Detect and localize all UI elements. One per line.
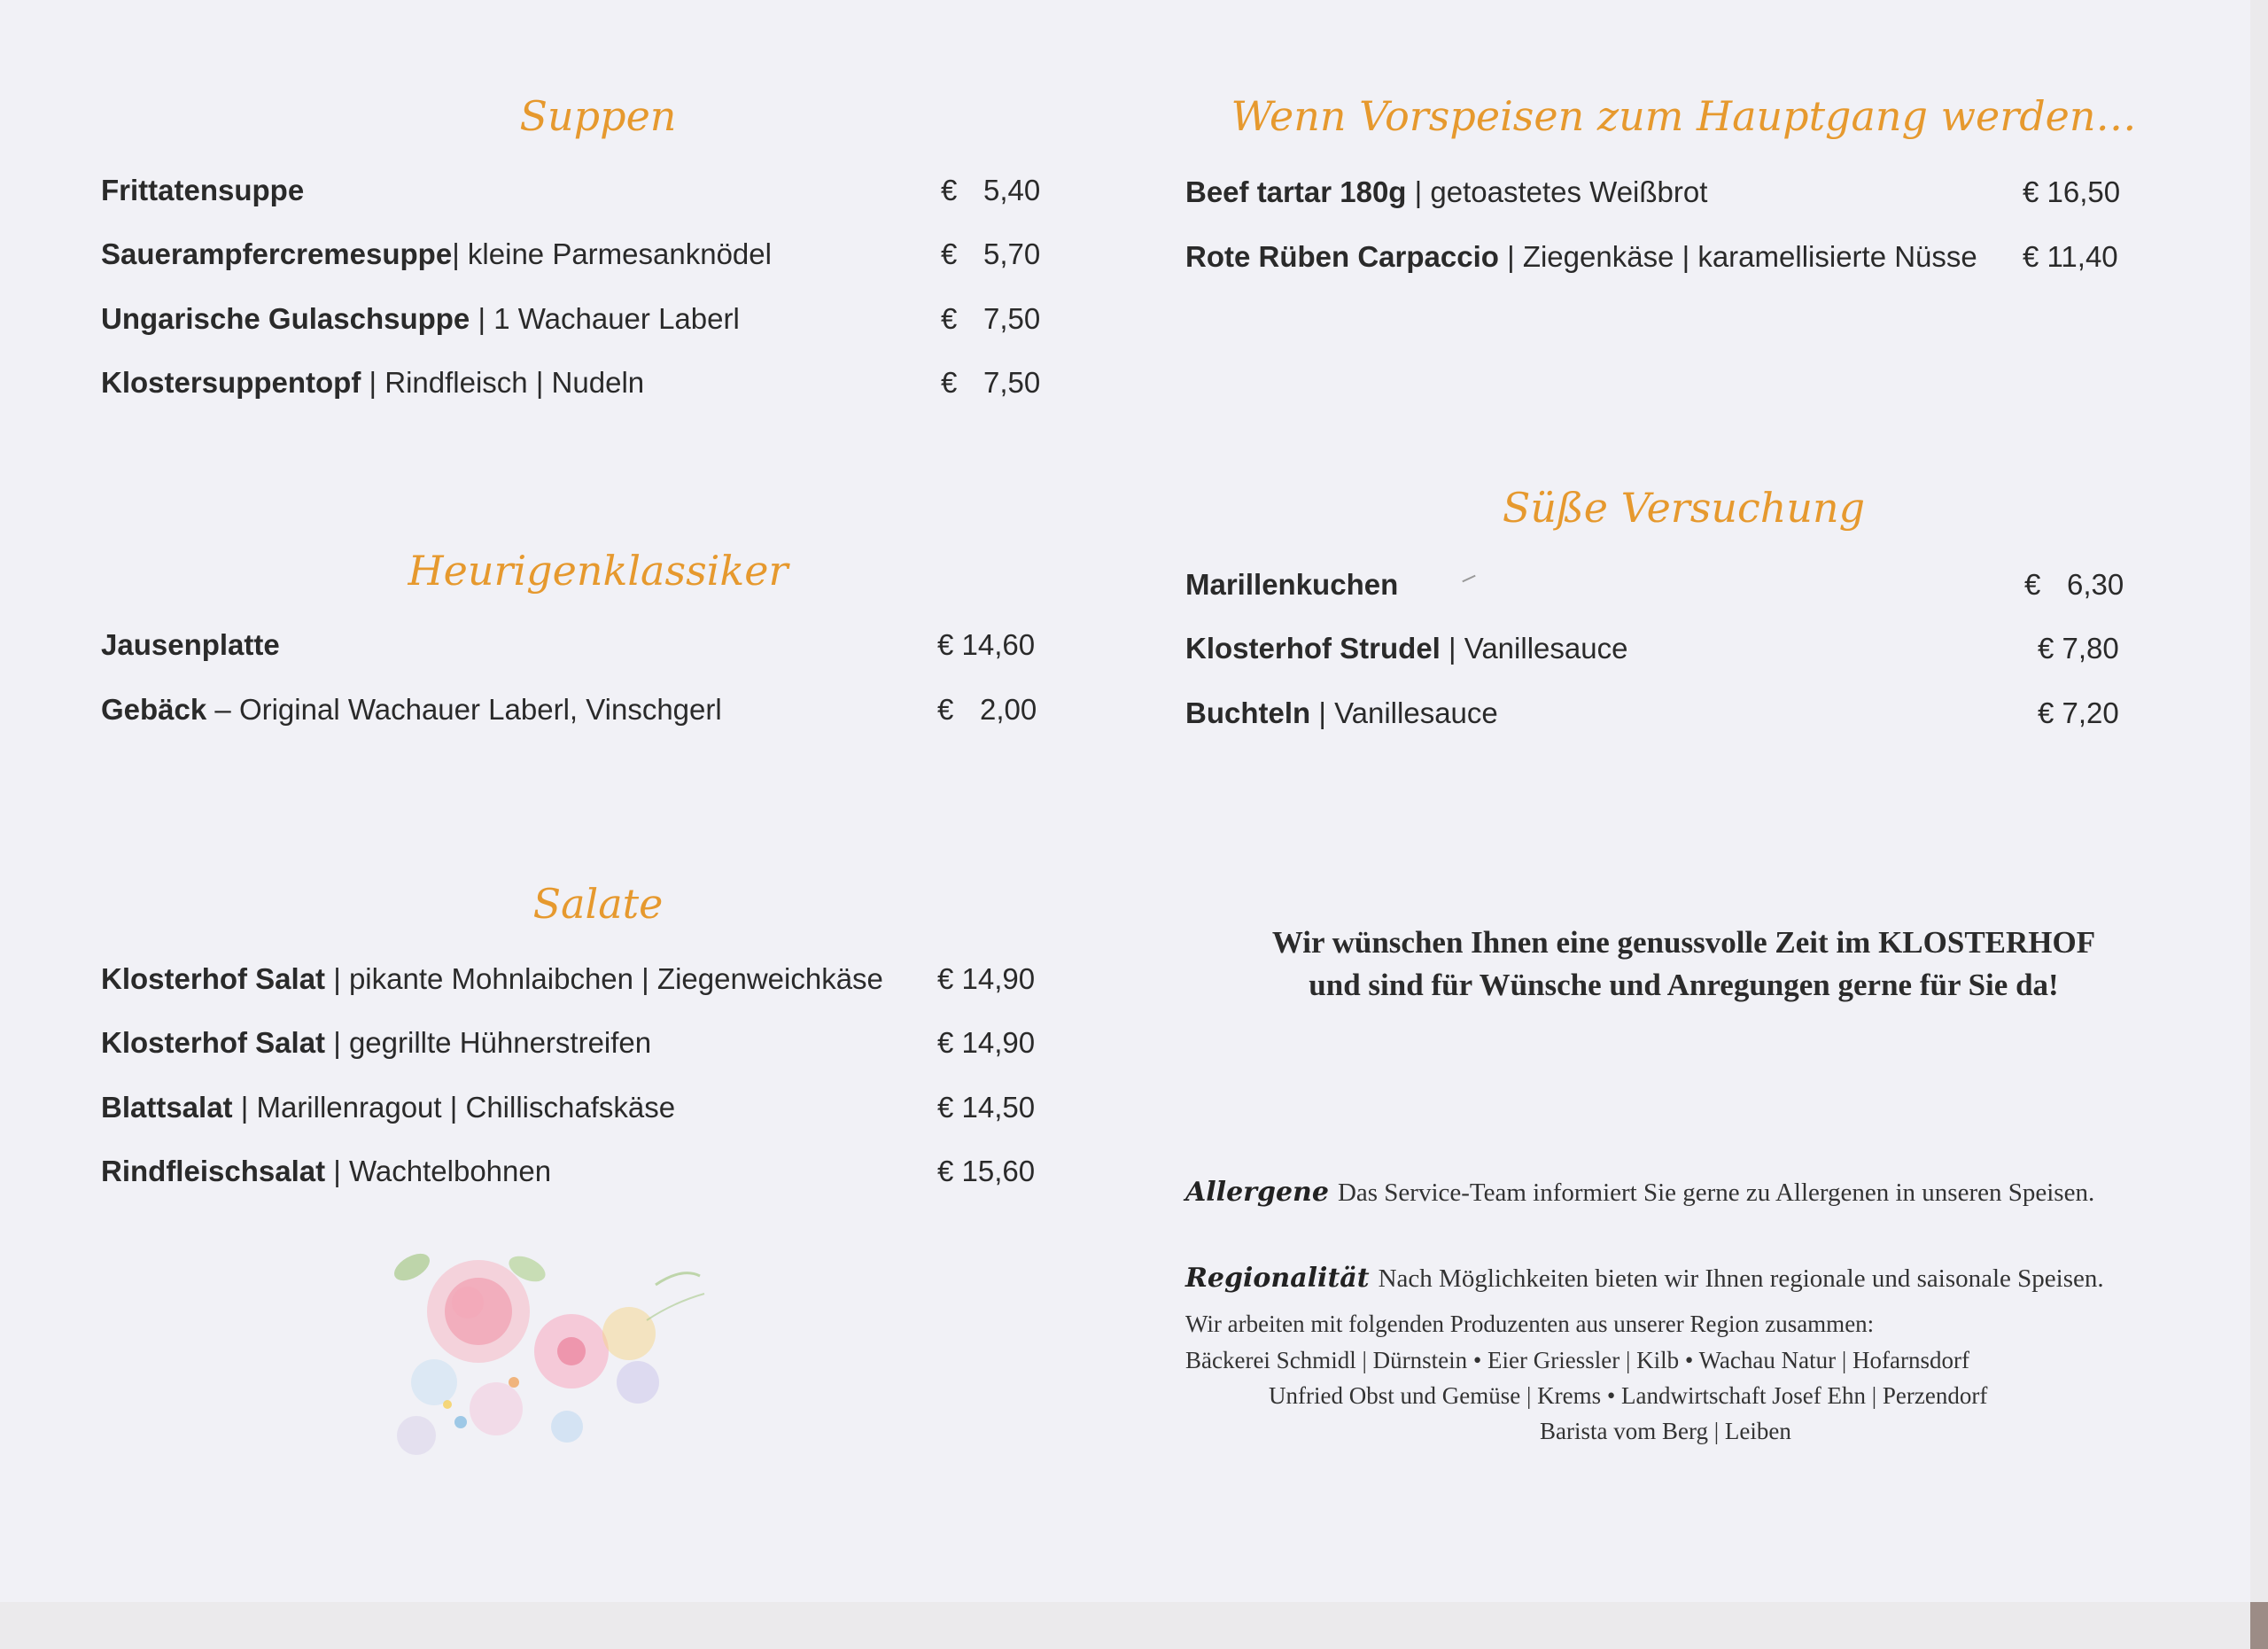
menu-item <box>101 174 304 207</box>
menu-item <box>1185 568 1398 602</box>
producers-line: Barista vom Berg | Leiben <box>1540 1418 1791 1444</box>
menu-item <box>101 962 883 996</box>
item-name: Marillenkuchen <box>1185 568 1399 601</box>
currency-symbol: € <box>2023 240 2039 273</box>
currency-symbol: € <box>941 302 958 335</box>
item-desc: | Vanillesauce <box>1440 632 1628 665</box>
item-price <box>2023 240 2118 274</box>
regionalitaet-label: Regionalität <box>1185 1263 1370 1294</box>
item-desc: | gegrillte Hühnerstreifen <box>325 1026 652 1059</box>
currency-symbol: € <box>937 1091 954 1124</box>
item-price <box>937 628 1035 662</box>
menu-item <box>1185 632 1627 665</box>
currency-symbol: € <box>937 1026 954 1059</box>
price-value: 11,40 <box>2047 240 2118 273</box>
menu-item <box>101 1091 675 1124</box>
currency-symbol: € <box>937 1155 954 1187</box>
item-name: Beef tartar 180g <box>1185 175 1407 208</box>
item-desc: | Wachtelbohnen <box>325 1155 552 1187</box>
item-desc: – Original Wachauer Laberl, Vinschgerl <box>206 693 722 726</box>
price-value: 14,90 <box>961 1026 1036 1059</box>
price-value: 7,50 <box>983 366 1041 399</box>
item-name: Jausenplatte <box>101 628 280 661</box>
item-name: Klostersuppentopf <box>101 366 361 399</box>
item-desc: | Ziegenkäse | karamellisierte Nüsse <box>1498 240 1977 273</box>
menu-item <box>101 628 280 662</box>
currency-symbol: € <box>2038 632 2054 665</box>
item-price <box>941 302 1040 336</box>
item-price <box>2038 632 2119 665</box>
allergene-label: Allergene <box>1185 1177 1329 1208</box>
currency-symbol: € <box>941 366 958 399</box>
regionalitaet-text: Nach Möglichkeiten bieten wir Ihnen regionale und saisonale Speisen. <box>1378 1264 2104 1293</box>
currency-symbol: € <box>937 693 954 726</box>
heading-salate: Salate <box>532 880 664 928</box>
item-price <box>937 1091 1035 1124</box>
menu-item <box>101 366 644 400</box>
price-value: 7,50 <box>983 302 1041 335</box>
allergene-note <box>1185 1177 2094 1208</box>
item-price <box>2024 568 2124 602</box>
flower-decoration-icon <box>363 1249 718 1462</box>
item-desc: | kleine Parmesanknödel <box>452 237 772 270</box>
regionalitaet-note <box>1185 1263 2104 1294</box>
price-value: 5,70 <box>983 237 1041 270</box>
item-desc: | pikante Mohnlaibchen | Ziegenweichkäse <box>325 962 883 995</box>
item-name: Klosterhof Salat <box>101 1026 326 1059</box>
heading-suesse-versuchung: Süße Versuchung <box>1502 484 1866 532</box>
item-name: Frittatensuppe <box>101 174 305 206</box>
currency-symbol: € <box>2038 696 2054 729</box>
menu-item <box>101 1026 651 1060</box>
welcome-message <box>1185 922 2182 1007</box>
item-price <box>937 1155 1035 1188</box>
item-desc: | Rindfleisch | Nudeln <box>361 366 645 399</box>
item-price <box>937 962 1035 996</box>
menu-item <box>101 1155 551 1188</box>
item-price <box>2023 175 2120 209</box>
page-edge <box>2250 1602 2268 1649</box>
currency-symbol: € <box>941 174 958 206</box>
price-value: 14,90 <box>961 962 1036 995</box>
item-desc: | Marillenragout | Chillischafskäse <box>232 1091 676 1124</box>
menu-item <box>1185 696 1498 730</box>
welcome-line-1: Wir wünschen Ihnen eine genussvolle Zeit im KLOSTERHOF <box>1271 925 2096 960</box>
price-value: 16,50 <box>2047 175 2121 208</box>
menu-item <box>1185 175 1707 209</box>
item-desc: | getoastetes Weißbrot <box>1406 175 1708 208</box>
item-price <box>941 366 1040 400</box>
item-name: Gebäck <box>101 693 207 726</box>
price-value: 2,00 <box>980 693 1037 726</box>
currency-symbol: € <box>2024 568 2041 601</box>
price-value: 6,30 <box>2067 568 2124 601</box>
price-value: 7,20 <box>2062 696 2119 729</box>
heading-vorspeisen: Wenn Vorspeisen zum Hauptgang werden… <box>1231 92 2137 140</box>
item-price <box>2038 696 2119 730</box>
menu-item <box>101 237 772 271</box>
producers-line: Bäckerei Schmidl | Dürnstein • Eier Griessler | Kilb • Wachau Natur | Hofarnsdorf <box>1185 1347 1969 1373</box>
item-desc: | 1 Wachauer Laberl <box>470 302 740 335</box>
price-value: 7,80 <box>2062 632 2119 665</box>
price-value: 5,40 <box>983 174 1041 206</box>
menu-item <box>101 693 722 727</box>
heading-heurigenklassiker: Heurigenklassiker <box>408 547 788 595</box>
item-name: Rindfleischsalat <box>101 1155 326 1187</box>
currency-symbol: € <box>2023 175 2039 208</box>
item-name: Klosterhof Strudel <box>1185 632 1441 665</box>
item-price <box>941 237 1040 271</box>
item-price <box>937 693 1037 727</box>
item-name: Rote Rüben Carpaccio <box>1185 240 1499 273</box>
currency-symbol: € <box>937 962 954 995</box>
producers-intro: Wir arbeiten mit folgenden Produzenten aus unserer Region zusammen: <box>1185 1311 1875 1337</box>
price-value: 15,60 <box>961 1155 1036 1187</box>
item-name: Ungarische Gulaschsuppe <box>101 302 470 335</box>
producers-line: Unfried Obst und Gemüse | Krems • Landwirtschaft Josef Ehn | Perzendorf <box>1269 1382 1988 1409</box>
menu-item <box>101 302 740 336</box>
item-name: Buchteln <box>1185 696 1311 729</box>
welcome-line-2: und sind für Wünsche und Anregungen gerne für Sie da! <box>1309 968 2059 1002</box>
item-price <box>937 1026 1035 1060</box>
currency-symbol: € <box>937 628 954 661</box>
item-name: Blattsalat <box>101 1091 233 1124</box>
heading-suppen: Suppen <box>519 92 677 140</box>
item-name: Sauerampfercremesuppe <box>101 237 453 270</box>
price-value: 14,50 <box>961 1091 1036 1124</box>
price-value: 14,60 <box>961 628 1036 661</box>
item-name: Klosterhof Salat <box>101 962 326 995</box>
menu-item <box>1185 240 1977 274</box>
item-price <box>941 174 1040 207</box>
item-desc: | Vanillesauce <box>1310 696 1498 729</box>
currency-symbol: € <box>941 237 958 270</box>
allergene-text: Das Service-Team informiert Sie gerne zu Allergenen in unseren Speisen. <box>1337 1178 2095 1207</box>
